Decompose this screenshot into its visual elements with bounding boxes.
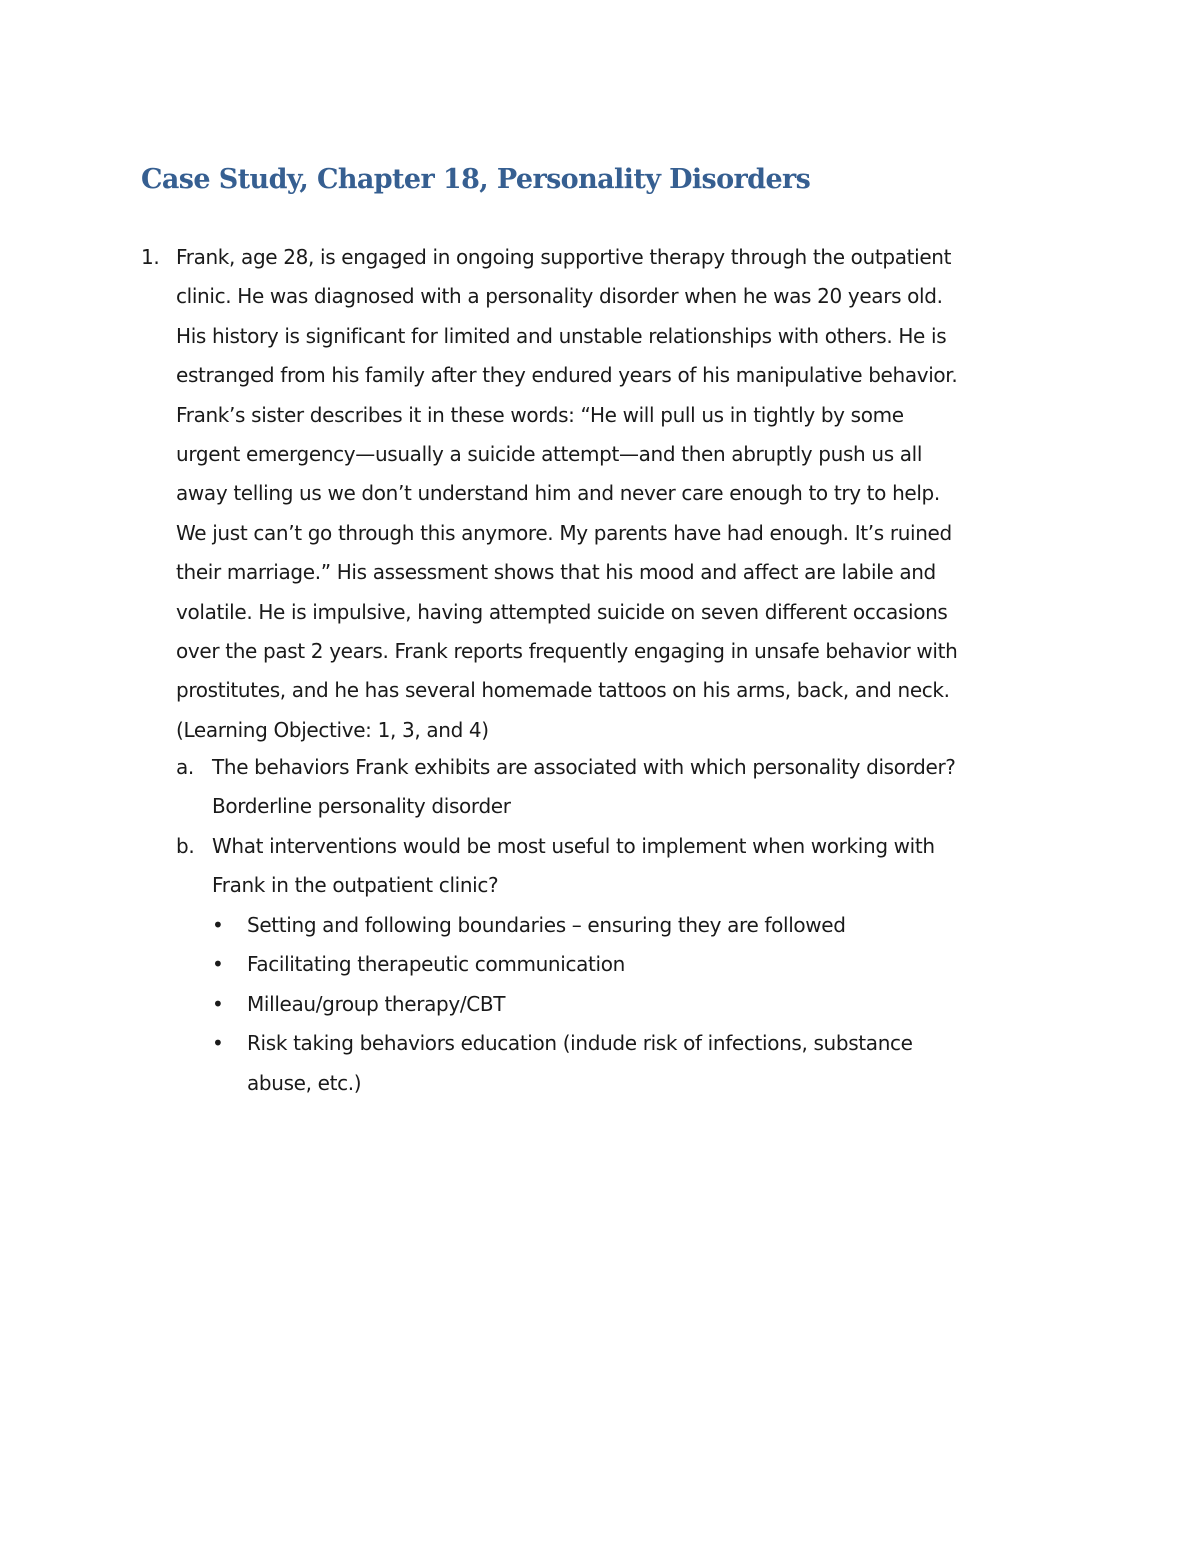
list-item — [212, 906, 1072, 945]
part-a-text — [212, 748, 1072, 827]
intervention-list — [212, 906, 1072, 1103]
bullet-icon: • — [212, 952, 224, 977]
list-item — [212, 945, 1072, 984]
list-item-text: abuse, etc.) — [247, 1070, 362, 1095]
question-line: prostitutes, and he has several homemade tattoos on his arms, back, and neck. — [176, 678, 950, 703]
question-line: clinic. He was diagnosed with a personality disorder when he was 20 years old. — [176, 284, 943, 309]
list-item-text: Milleau/group therapy/CBT — [247, 991, 506, 1016]
list-item — [212, 985, 1072, 1024]
question-line: urgent emergency—usually a suicide attempt—and then abruptly push us all — [176, 442, 923, 467]
question-line: His history is significant for limited and unstable relationships with others. He is — [176, 323, 947, 348]
part-b-question-line: What interventions would be most useful to implement when working with — [212, 834, 935, 858]
part-a-marker: a. — [176, 755, 194, 779]
bullet-icon: • — [212, 1031, 224, 1056]
list-item-text: Facilitating therapeutic communication — [247, 952, 625, 977]
question-number: 1. — [141, 245, 160, 269]
question-line: over the past 2 years. Frank reports frequently engaging in unsafe behavior with — [176, 639, 958, 664]
question-line: away telling us we don’t understand him and never care enough to try to help. — [176, 481, 940, 506]
part-a-question: The behaviors Frank exhibits are associated with which personality disorder? — [212, 755, 956, 779]
question-text — [176, 238, 1076, 750]
part-b-question-line: Frank in the outpatient clinic? — [212, 873, 499, 898]
part-b-text — [212, 827, 1072, 906]
bullet-icon: • — [212, 991, 224, 1016]
question-line: We just can’t go through this anymore. My parents have had enough. It’s ruined — [176, 520, 952, 545]
list-item-text: Setting and following boundaries – ensuring they are followed — [247, 913, 846, 937]
part-b-marker: b. — [176, 834, 195, 858]
part-a-answer: Borderline personality disorder — [212, 794, 511, 819]
document-title: Case Study, Chapter 18, Personality Disorders — [141, 164, 811, 195]
question-line: (Learning Objective: 1, 3, and 4) — [176, 717, 489, 742]
list-item-text: Risk taking behaviors education (indude risk of infections, substance — [247, 1031, 913, 1056]
question-line: estranged from his family after they endured years of his manipulative behavior. — [176, 363, 958, 388]
question-line: Frank’s sister describes it in these words: “He will pull us in tightly by some — [176, 402, 904, 427]
question-line: volatile. He is impulsive, having attempted suicide on seven different occasions — [176, 599, 948, 624]
question-line: Frank, age 28, is engaged in ongoing supportive therapy through the outpatient — [176, 245, 952, 269]
list-item — [212, 1024, 1072, 1103]
question-line: their marriage.” His assessment shows that his mood and affect are labile and — [176, 560, 936, 585]
bullet-icon: • — [212, 913, 224, 937]
